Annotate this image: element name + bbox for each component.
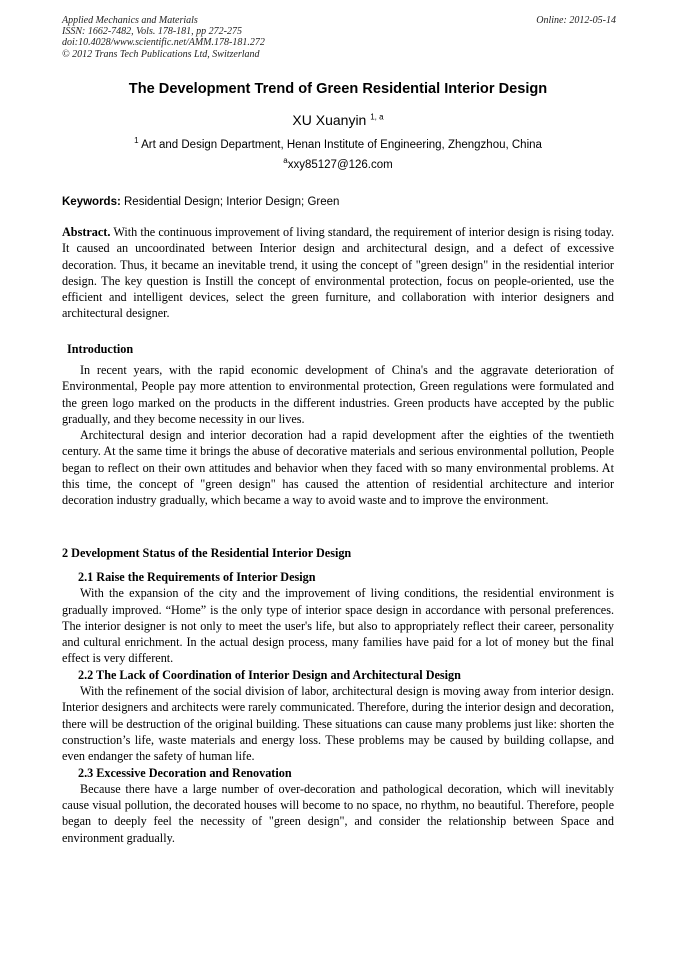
- author-superscript: 1, a: [370, 112, 384, 122]
- author-name: XU Xuanyin: [292, 112, 367, 128]
- keywords-line: [62, 196, 614, 208]
- abstract-label: Abstract.: [62, 225, 111, 239]
- keywords-label: Keywords:: [62, 196, 121, 208]
- affiliation-line: [62, 136, 614, 151]
- abstract-text: With the continuous improvement of living standard, the requirement of interior design is rising today. It caused an uncoordinated between Interior design and architectural design, and a defect of excessive decoration. Thus, it became an inevitable trend, it using the concept of "green design" in the residential interior design. The key question is Instill the concept of environmental protection, focus on people-oriented, use the efficient and intelligent devices, select the green furniture, and collaboration with interior designers and architectural designer.: [62, 225, 614, 321]
- subsection-2-2-heading: 2.2 The Lack of Coordination of Interior Design and Architectural Design: [78, 667, 461, 682]
- author-line: [62, 112, 614, 128]
- online-date: Online: 2012-05-14: [536, 15, 616, 26]
- affiliation-superscript: 1: [134, 136, 139, 146]
- copyright-line: © 2012 Trans Tech Publications Ltd, Switzerland: [62, 48, 260, 60]
- subsection-2-3-text: Because there have a large number of over-decoration and pathological decoration, which will inevitably cause visual pollution, the decorated houses will become to no space, no rhythm, no beautiful. Therefore, people began to deeply feel the necessity of "green design", and consider the relationship between Space and environment gradually.: [62, 781, 614, 845]
- affiliation: Art and Design Department, Henan Institute of Engineering, Zhengzhou, China: [141, 139, 542, 151]
- issn-line: ISSN: 1662-7482, Vols. 178-181, pp 272-275: [62, 26, 242, 38]
- introduction-body: [62, 362, 614, 509]
- subsection-2-2-text: With the refinement of the social division of labor, architectural design is moving away from interior design. Interior designers and architects were rarely communicated. Therefore, during the interior design and decoration, there will be destruction of the original building. These situations can cause many problems just like: shorten the construction’s life, waste materials and energy loss. These problems may be caused by building collapse, and even endanger the safety of human life.: [62, 684, 614, 764]
- section-2-body: [62, 569, 614, 846]
- introduction-paragraph: Architectural design and interior decoration had a rapid development after the eighties of the twentieth century. At the same time it brings the abuse of decorative materials and serious environmental pollution, People began to reflect on their own attitudes and behavior when they faced with so many environmental problems. At this time, the concept of "green design" has caused the attention of residential architecture and interior decoration industry gradually, which became a way to avoid waste and to improve the environment.: [62, 428, 614, 508]
- subsection-2-3-heading: 2.3 Excessive Decoration and Renovation: [78, 765, 292, 780]
- introduction-heading: Introduction: [67, 342, 134, 356]
- email-line: [62, 156, 614, 171]
- doi-line: doi:10.4028/www.scientific.net/AMM.178-181.272: [62, 37, 265, 49]
- subsection-2-1-heading: 2.1 Raise the Requirements of Interior Design: [78, 570, 316, 584]
- email-superscript: a: [283, 156, 288, 166]
- journal-header: [62, 15, 616, 60]
- abstract: [62, 224, 614, 322]
- subsection-2-1-text: With the expansion of the city and the improvement of living conditions, the residential environment is gradually improved. “Home” is the only type of interior space design in accordance with personal preferences. The interior designer is not only to meet the user's life, but also to appropriately reflect their career, personality and cultural enrichment. In the actual design process, many families have paid for a lot of money but the final effect is very different.: [62, 586, 614, 666]
- journal-name: Applied Mechanics and Materials: [62, 15, 198, 26]
- keywords-text: Residential Design; Interior Design; Green: [124, 196, 340, 208]
- email-address[interactable]: xxy85127@126.com: [287, 159, 393, 171]
- introduction-paragraph: In recent years, with the rapid economic development of China's and the aggravate deterioration of Environmental, People pay more attention to environmental protection, Green regulations were formulated and the green logo marked on the products in the different industries. Green products have accepted by the public gradually, and they become necessity in our lives.: [62, 363, 614, 426]
- section-2-heading: 2 Development Status of the Residential Interior Design: [62, 546, 352, 560]
- paper-title: The Development Trend of Green Residential Interior Design: [128, 81, 548, 97]
